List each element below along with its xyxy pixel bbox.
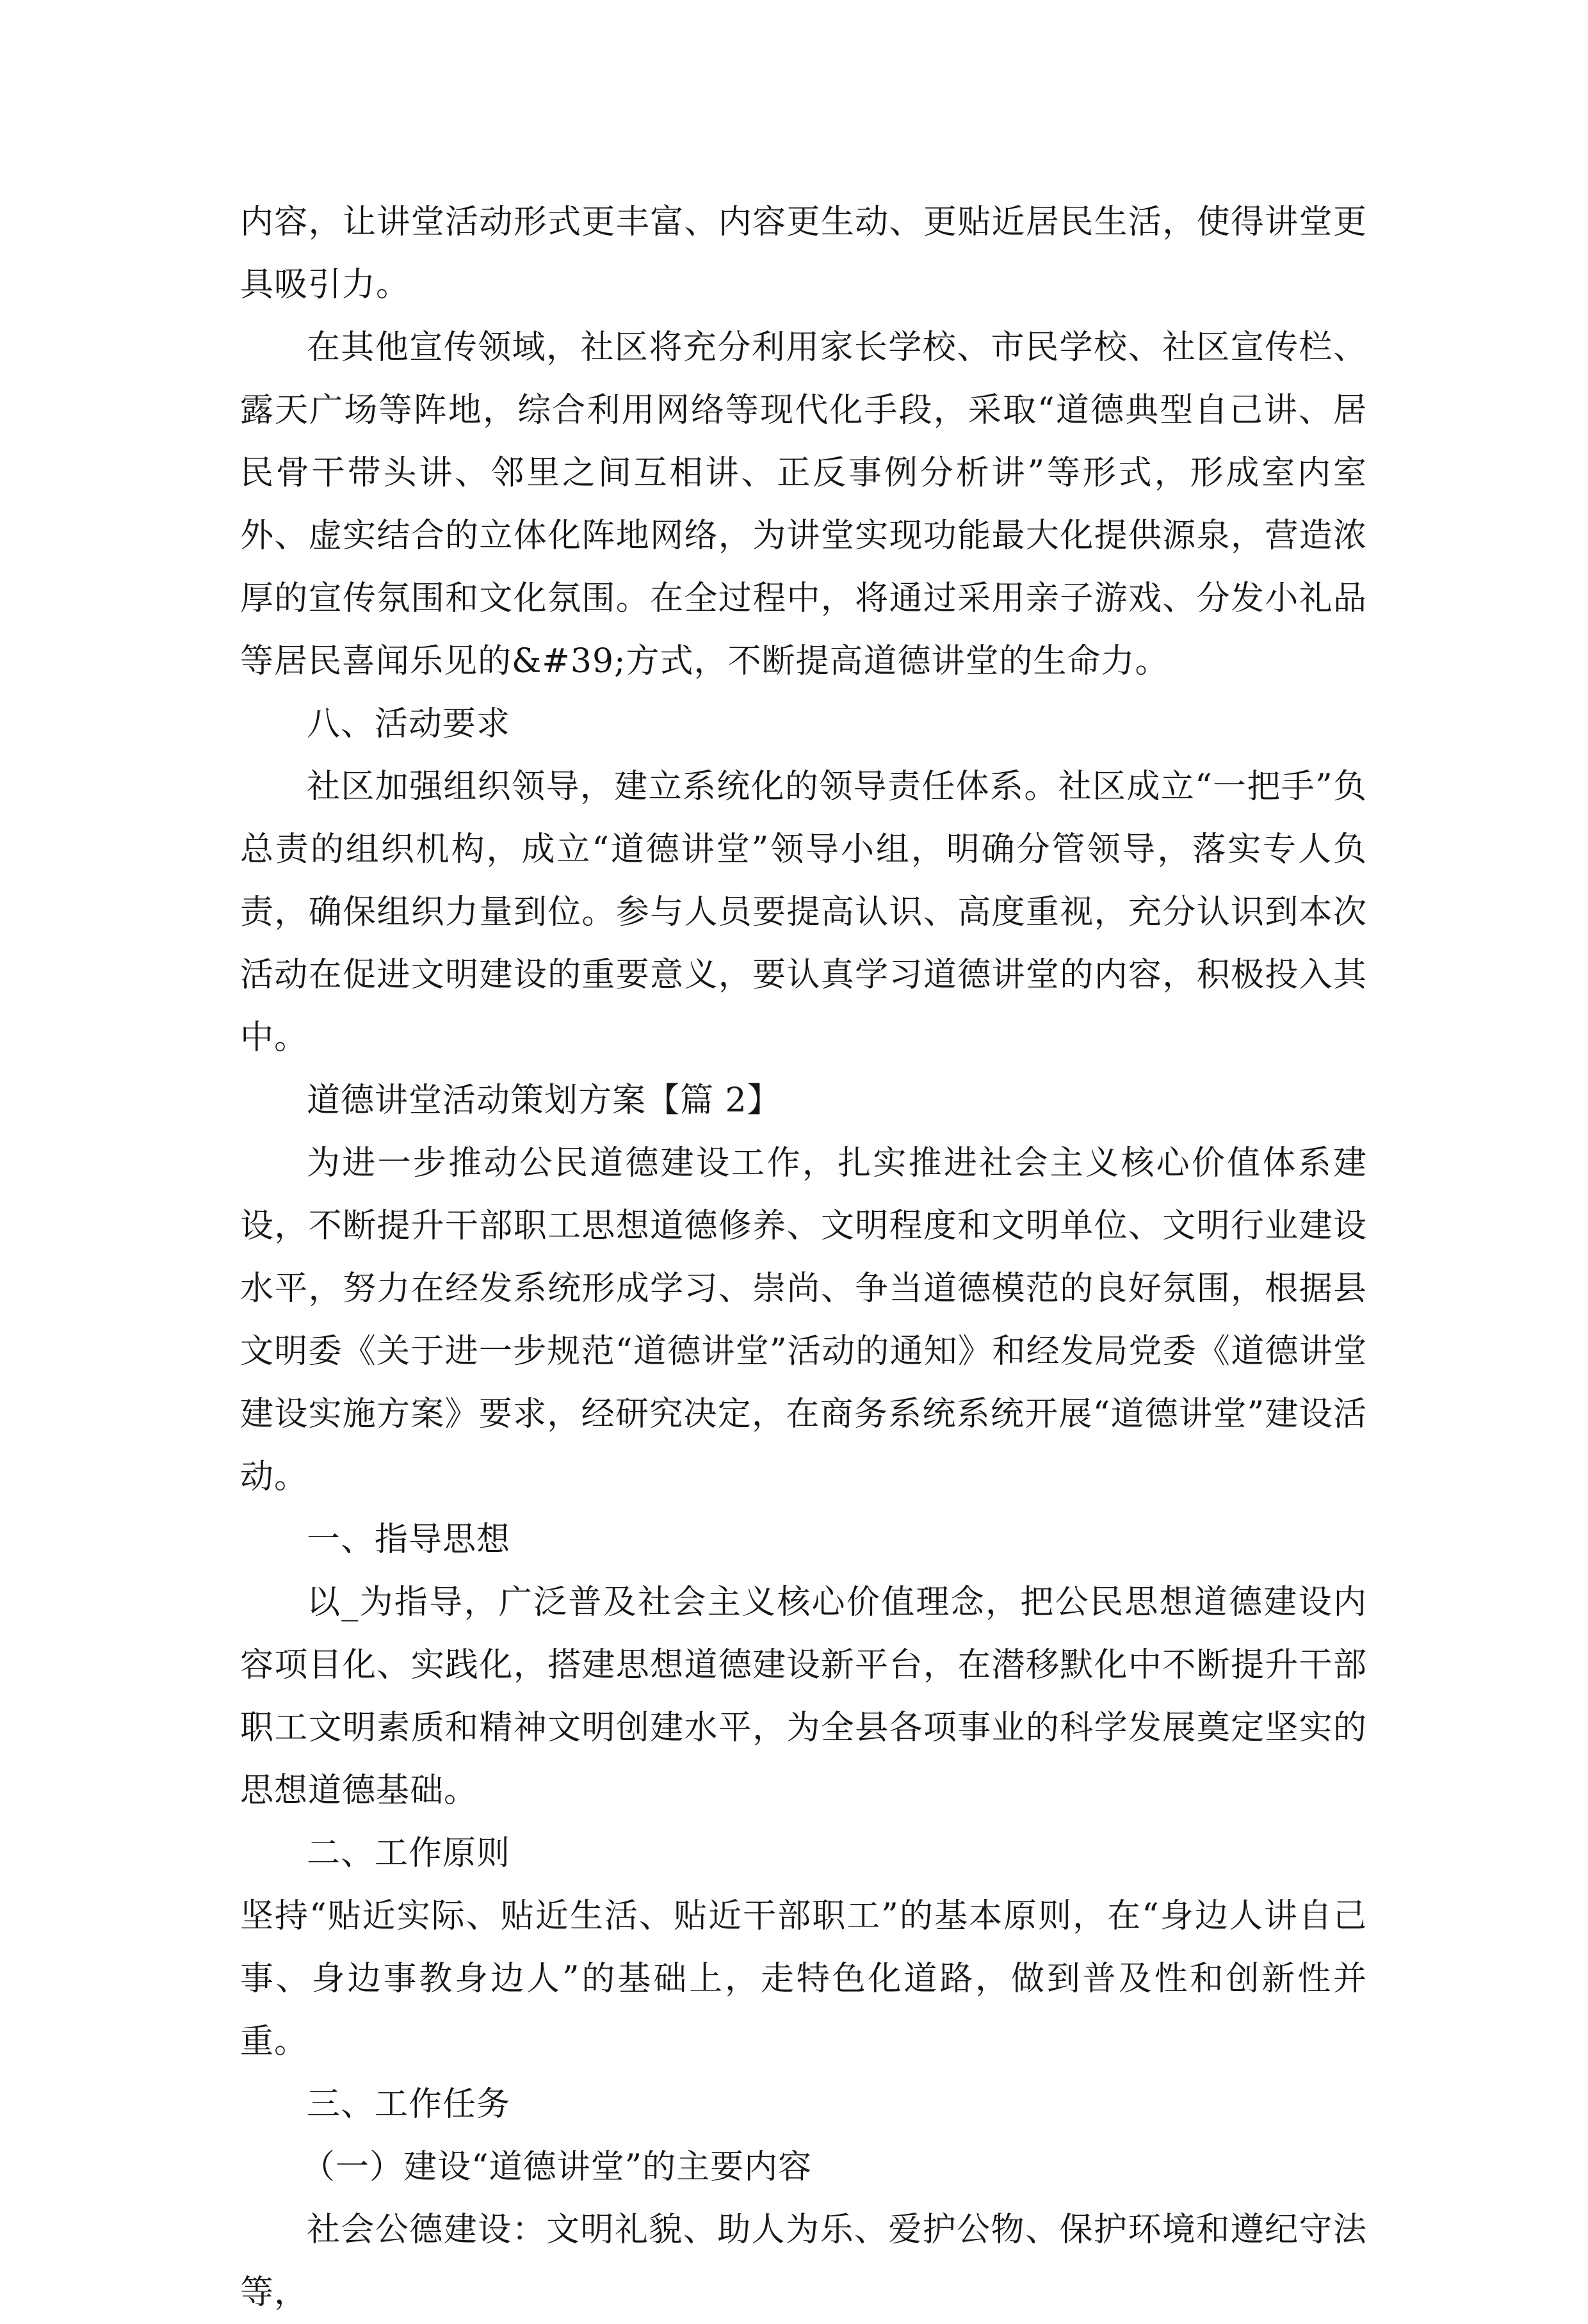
paragraph-continuation: 内容，让讲堂活动形式更丰富、内容更生动、更贴近居民生活，使得讲堂更具吸引力。 — [240, 203, 1367, 304]
section-heading-guiding-ideology: 一、指导思想 — [307, 1521, 511, 1559]
document-body — [240, 191, 1367, 2324]
paragraph-guiding-ideology: 以_为指导，广泛普及社会主义核心价值理念，把公民思想道德建设内容项目化、实践化，搭建思想道德建设新平台，在潜移默化中不断提升干部职工文明素质和精神文明创建水平，为全县各项事业的科学发展奠定坚实的思想道德基础。 — [240, 1583, 1367, 1810]
paragraph-social-morality: 社会公德建设：文明礼貌、助人为乐、爱护公物、保护环境和遵纪守法等， — [240, 2211, 1367, 2312]
paragraph-introduction: 为进一步推动公民道德建设工作，扎实推进社会主义核心价值体系建设，不断提升干部职工思想道德修养、文明程度和文明单位、文明行业建设水平，努力在经发系统形成学习、崇尚、争当道德模范的良好氛围，根据县文明委《关于进一步规范“道德讲堂”活动的通知》和经发局党委《道德讲堂建设实施方案》要求，经研究决定，在商务系统系统开展“道德讲堂”建设活动。 — [240, 1144, 1367, 1496]
section-heading-work-principles: 二、工作原则 — [307, 1834, 511, 1873]
paragraph-organization: 社区加强组织领导，建立系统化的领导责任体系。社区成立“一把手”负总责的组织机构，成立“道德讲堂”领导小组，明确分管领导，落实专人负责，确保组织力量到位。参与人员要提高认识、高度重视，充分认识到本次活动在促进文明建设的重要意义，要认真学习道德讲堂的内容，积极投入其中。 — [240, 768, 1367, 1057]
paragraph-work-principles: 坚持“贴近实际、贴近生活、贴近干部职工”的基本原则，在“身边人讲自己事、身边事教身边人”的基础上，走特色化道路，做到普及性和创新性并重。 — [240, 1897, 1367, 2061]
plan-title-part-2: 道德讲堂活动策划方案【篇 2】 — [307, 1081, 781, 1120]
section-heading-work-tasks: 三、工作任务 — [307, 2085, 511, 2124]
subsection-heading-main-content: （一）建设“道德讲堂”的主要内容 — [302, 2148, 813, 2186]
paragraph-publicity: 在其他宣传领域，社区将充分利用家长学校、市民学校、社区宣传栏、露天广场等阵地，综合利用网络等现代化手段，采取“道德典型自己讲、居民骨干带头讲、邻里之间互相讲、正反事例分析讲”等形式，形成室内室外、虚实结合的立体化阵地网络，为讲堂实现功能最大化提供源泉，营造浓厚的宣传氛围和文化氛围。在全过程中，将通过采用亲子游戏、分发小礼品等居民喜闻乐见的&#39;方式，不断提高道德讲堂的生命力。 — [240, 328, 1367, 681]
section-heading-activity-requirements: 八、活动要求 — [307, 705, 511, 743]
